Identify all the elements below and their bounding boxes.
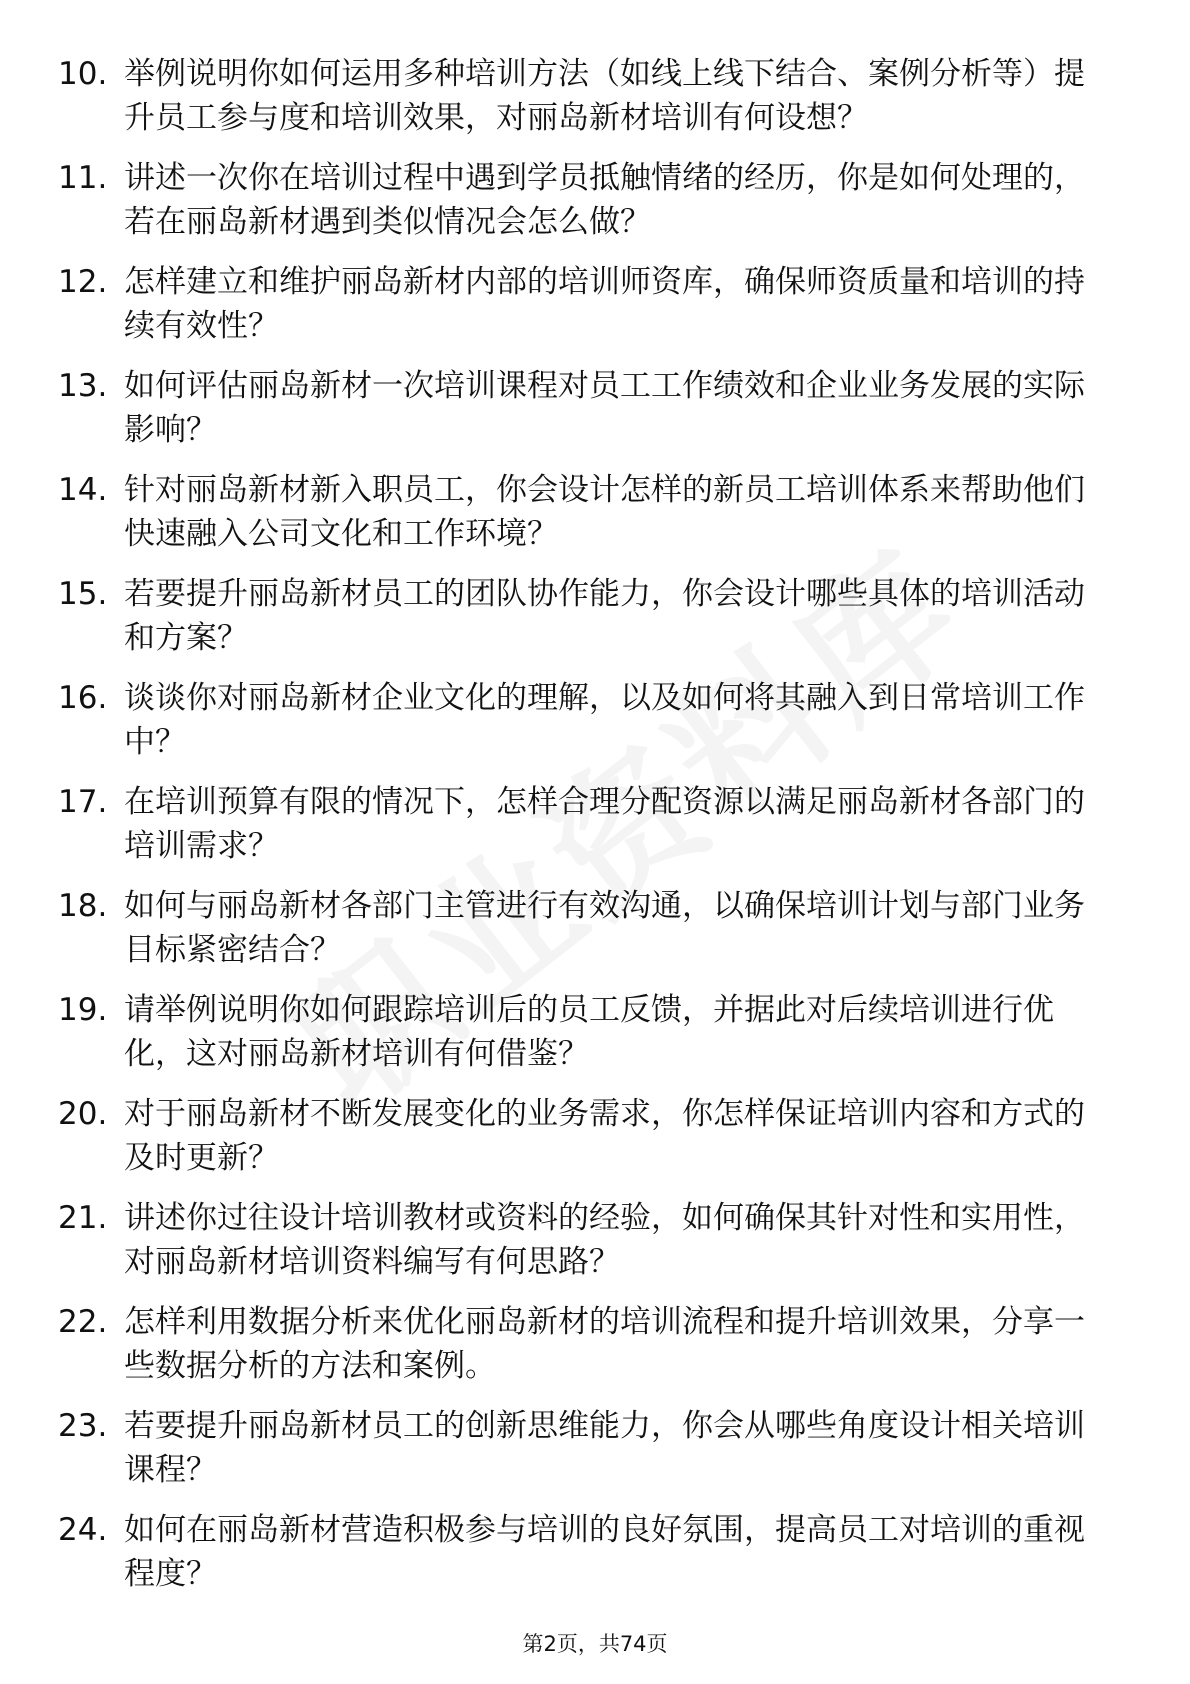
question-text: 怎样利用数据分析来优化丽岛新材的培训流程和提升培训效果，分享一些数据分析的方法和案例。 [124, 1304, 1085, 1384]
question-number: 20. [58, 1096, 108, 1132]
question-number: 16. [58, 680, 108, 716]
question-text: 若要提升丽岛新材员工的创新思维能力，你会从哪些角度设计相关培训课程？ [124, 1408, 1085, 1488]
question-item [58, 1092, 1118, 1196]
question-item [58, 572, 1118, 676]
question-number: 10. [58, 56, 108, 92]
question-number: 24. [58, 1512, 108, 1548]
question-text: 对于丽岛新材不断发展变化的业务需求，你怎样保证培训内容和方式的及时更新？ [124, 1096, 1085, 1176]
question-text: 讲述一次你在培训过程中遇到学员抵触情绪的经历，你是如何处理的，若在丽岛新材遇到类似情况会怎么做？ [124, 160, 1085, 240]
question-text: 如何在丽岛新材营造积极参与培训的良好氛围，提高员工对培训的重视程度？ [124, 1512, 1085, 1592]
question-number: 15. [58, 576, 108, 612]
question-number: 11. [58, 160, 108, 196]
question-number: 17. [58, 784, 108, 820]
question-text: 怎样建立和维护丽岛新材内部的培训师资库，确保师资质量和培训的持续有效性？ [124, 264, 1085, 344]
question-item [58, 1508, 1118, 1612]
question-item [58, 676, 1118, 780]
question-item [58, 468, 1118, 572]
question-number: 12. [58, 264, 108, 300]
question-text: 若要提升丽岛新材员工的团队协作能力，你会设计哪些具体的培训活动和方案？ [124, 576, 1085, 656]
question-item [58, 1404, 1118, 1508]
question-number: 14. [58, 472, 108, 508]
question-item [58, 52, 1118, 156]
question-item [58, 364, 1118, 468]
question-text: 讲述你过往设计培训教材或资料的经验，如何确保其针对性和实用性，对丽岛新材培训资料编写有何思路？ [124, 1200, 1085, 1280]
question-number: 21. [58, 1200, 108, 1236]
question-text: 针对丽岛新材新入职员工，你会设计怎样的新员工培训体系来帮助他们快速融入公司文化和工作环境？ [124, 472, 1085, 552]
question-text: 如何评估丽岛新材一次培训课程对员工工作绩效和企业业务发展的实际影响？ [124, 368, 1085, 448]
question-item [58, 780, 1118, 884]
question-number: 19. [58, 992, 108, 1028]
question-item [58, 260, 1118, 364]
question-text: 举例说明你如何运用多种培训方法（如线上线下结合、案例分析等）提升员工参与度和培训效果，对丽岛新材培训有何设想？ [124, 56, 1085, 136]
question-number: 22. [58, 1304, 108, 1340]
question-text: 如何与丽岛新材各部门主管进行有效沟通，以确保培训计划与部门业务目标紧密结合？ [124, 888, 1085, 968]
question-item [58, 1196, 1118, 1300]
question-number: 23. [58, 1408, 108, 1444]
page-footer [0, 1628, 1190, 1658]
question-item [58, 884, 1118, 988]
question-text: 在培训预算有限的情况下，怎样合理分配资源以满足丽岛新材各部门的培训需求？ [124, 784, 1085, 864]
question-text: 谈谈你对丽岛新材企业文化的理解，以及如何将其融入到日常培训工作中？ [124, 680, 1085, 760]
question-list [58, 52, 1118, 1612]
question-item [58, 156, 1118, 260]
page-number-label: 第2页，共74页 [522, 1632, 668, 1656]
question-number: 18. [58, 888, 108, 924]
question-item [58, 1300, 1118, 1404]
question-text: 请举例说明你如何跟踪培训后的员工反馈，并据此对后续培训进行优化，这对丽岛新材培训有何借鉴？ [124, 992, 1054, 1072]
question-number: 13. [58, 368, 108, 404]
question-item [58, 988, 1118, 1092]
